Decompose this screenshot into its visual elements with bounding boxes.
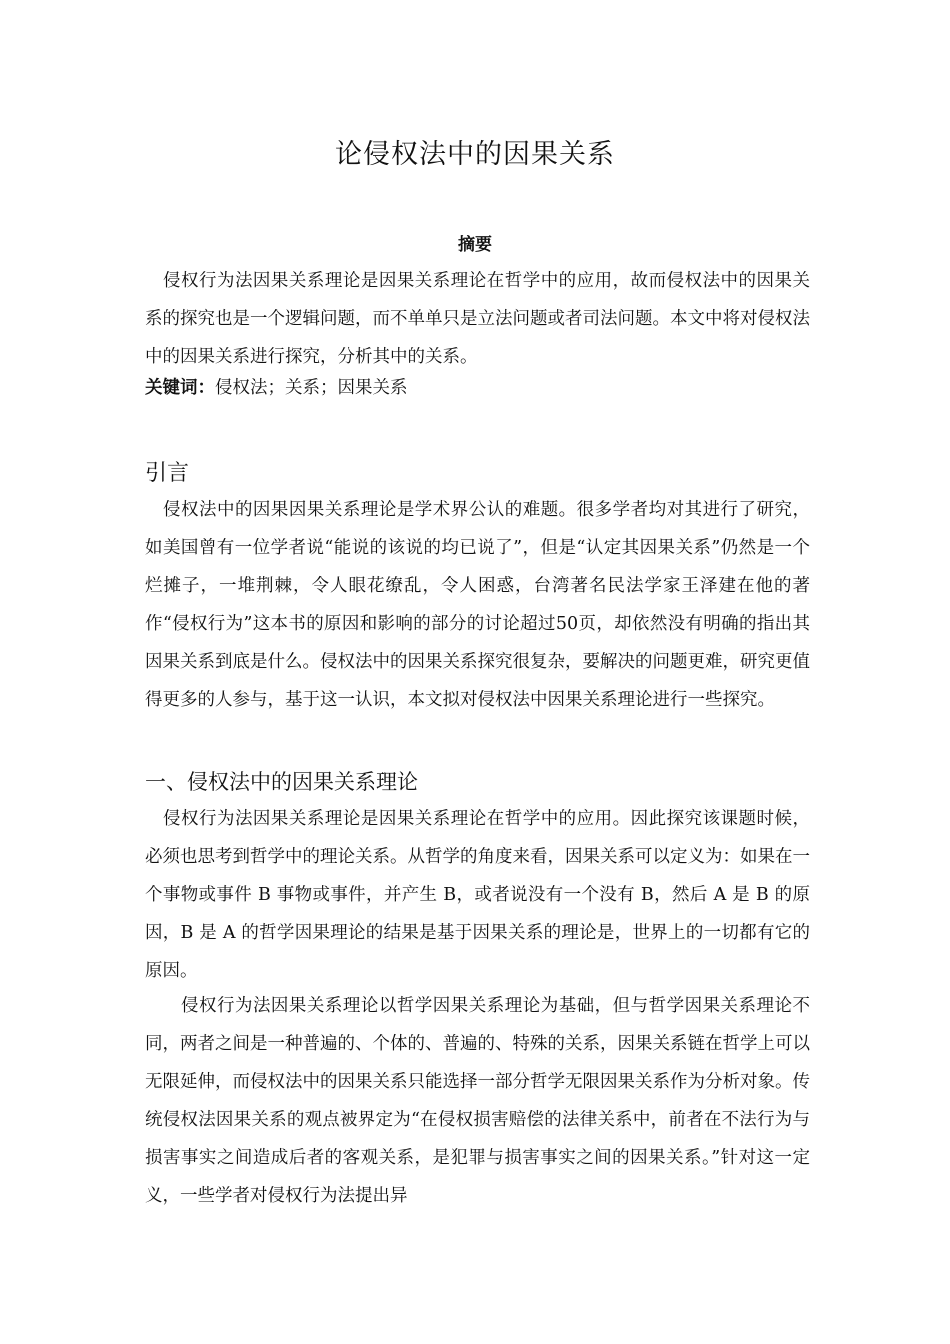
document-title: 论侵权法中的因果关系 xyxy=(335,139,615,170)
abstract-heading: 摘要 xyxy=(458,235,492,255)
keywords-value: 侵权法；关系；因果关系 xyxy=(215,378,408,398)
section1-paragraph-1: 侵权行为法因果关系理论是因果关系理论在哲学中的应用。因此探究该课题时候，必须也思考到哲学中的理论关系。从哲学的角度来看，因果关系可以定义为：如果在一个事物或事件 B 事物或事件，并产生 B，或者说没有一个没有 B，然后 A 是 B 的原因，B 是 A 的哲学因果理论的结果是基于因果关系的理论是，世界上的一切都有它的原因。 xyxy=(145,809,810,981)
abstract-text: 侵权行为法因果关系理论是因果关系理论在哲学中的应用，故而侵权法中的因果关系的探究也是一个逻辑问题，而不单单只是立法问题或者司法问题。本文中将对侵权法中的因果关系进行探究，分析其中的关系。 xyxy=(145,271,810,367)
keywords-label: 关键词： xyxy=(145,378,215,398)
keywords-line xyxy=(145,373,810,403)
section1-heading: 一、侵权法中的因果关系理论 xyxy=(145,770,418,794)
intro-text: 侵权法中的因果因果关系理论是学术界公认的难题。很多学者均对其进行了研究，如美国曾有一位学者说“能说的该说的均已说了”，但是“认定其因果关系”仍然是一个烂摊子，一堆荆棘，令人眼花缭乱，令人困惑，台湾著名民法学家王泽建在他的著作“侵权行为”这本书的原因和影响的部分的讨论超过50页，却依然没有明确的指出其因果关系到底是什么。侵权法中的因果关系探究很复杂，要解决的问题更难，研究更值得更多的人参与，基于这一认识，本文拟对侵权法中因果关系理论进行一些探究。 xyxy=(145,500,810,710)
intro-heading: 引言 xyxy=(145,461,190,486)
section1-paragraph-2: 侵权行为法因果关系理论以哲学因果关系理论为基础，但与哲学因果关系理论不同，两者之间是一种普遍的、个体的、普遍的、特殊的关系，因果关系链在哲学上可以无限延伸，而侵权法中的因果关系只能选择一部分哲学无限因果关系作为分析对象。传统侵权法因果关系的观点被界定为“在侵权损害赔偿的法律关系中，前者在不法行为与损害事实之间造成后者的客观关系，是犯罪与损害事实之间的因果关系。”针对这一定义，一些学者对侵权行为法提出异 xyxy=(145,996,810,1206)
